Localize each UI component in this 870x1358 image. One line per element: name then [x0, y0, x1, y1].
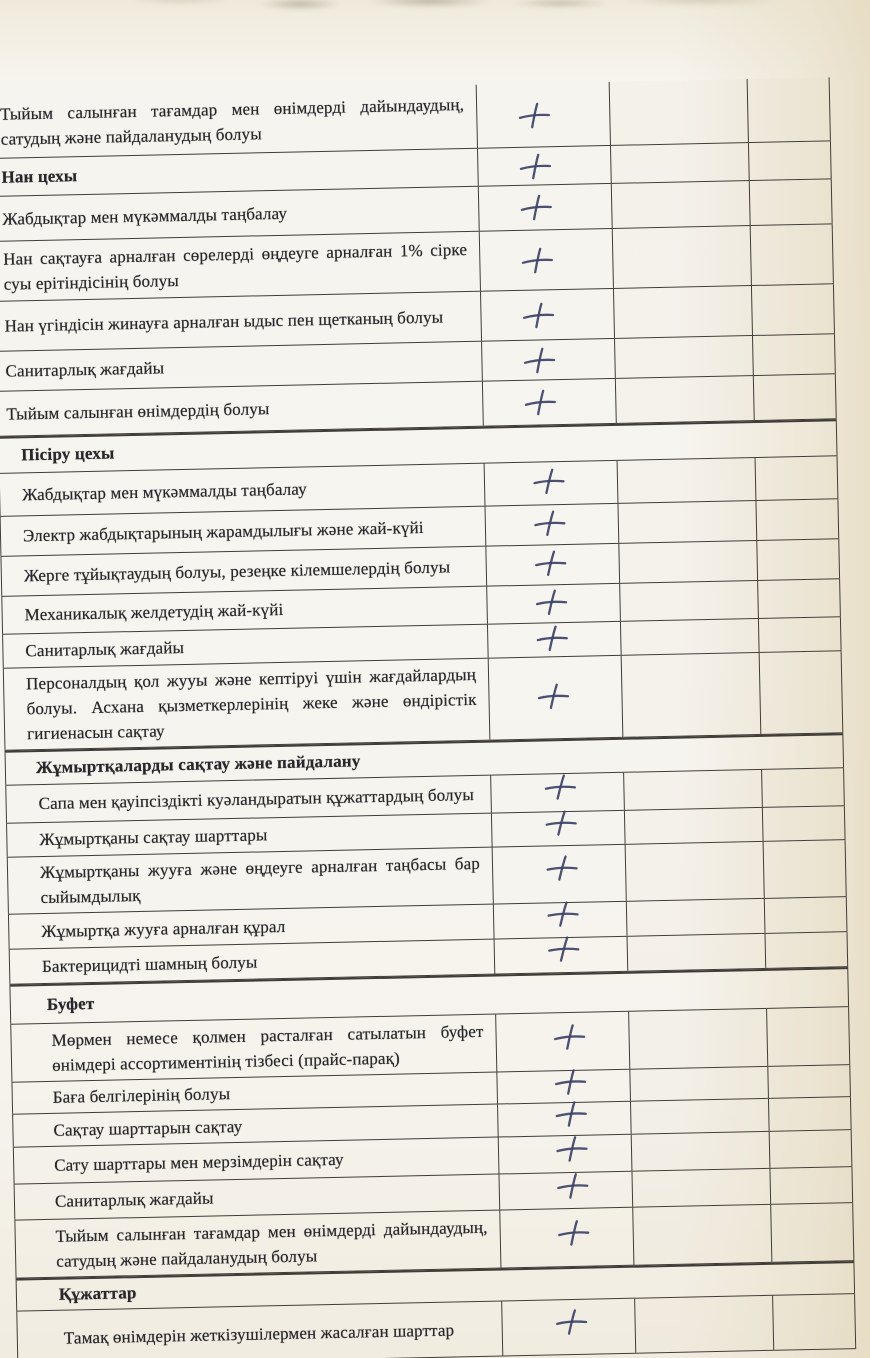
check-cell — [501, 1299, 635, 1356]
empty-cell — [756, 539, 840, 580]
empty-cell — [761, 768, 845, 807]
plus-mark-icon — [551, 1021, 588, 1052]
check-cell — [492, 845, 626, 904]
empty-cell — [631, 1169, 770, 1207]
row-label: Жұмыртқаны сақтау шарттары — [6, 814, 492, 857]
row-label: Мөрмен немесе қолмен расталған сатылатын буфет өнімдері ассортиментінің тізбесі (прайс-парақ) — [10, 1015, 496, 1082]
empty-cell — [765, 932, 849, 968]
row-label: Нан сақтауға арналған сөрелерді өңдеуге арналған 1% сірке суы ерітіндісінің болуы — [0, 232, 480, 301]
row-label: Сақтау шарттарын сақтау — [12, 1105, 498, 1147]
empty-cell — [753, 374, 837, 420]
row-label: Санитарлық жағдайы — [14, 1175, 500, 1220]
empty-cell — [621, 653, 761, 737]
row-label: Электр жабдықтарының жарамдылығы және жай-күйі — [0, 507, 485, 556]
empty-cell — [769, 1130, 853, 1168]
plus-mark-icon — [517, 192, 555, 224]
check-cell — [487, 622, 621, 658]
empty-cell — [612, 226, 751, 288]
empty-cell — [762, 806, 846, 841]
check-cell — [493, 902, 627, 939]
empty-cell — [763, 840, 847, 898]
empty-cell — [631, 1132, 770, 1171]
section-label: Буфет — [9, 969, 849, 1024]
empty-cell — [755, 456, 839, 500]
check-cell — [488, 656, 623, 740]
row-label: Тыйым салынған тағамдар мен өнімдерді дайындаудың, сатудың және пайдаланудың болуы — [14, 1211, 500, 1278]
empty-cell — [764, 897, 848, 933]
check-cell — [498, 1172, 632, 1210]
row-label: Тыйым салынған өнімдердің болуы — [0, 382, 483, 436]
check-cell — [485, 504, 619, 546]
empty-cell — [750, 224, 834, 285]
row-label: Жабдықтар мен мүкәммалды таңбалау — [0, 464, 484, 516]
plus-mark-icon — [542, 772, 578, 802]
row-label: Персоналдың қол жууы және кептіруі үшін жағдайлардың болуы. Асхана қызметкерлерінің жеке және өндірістік гигиенасын сақтау — [3, 659, 490, 750]
empty-cell — [620, 619, 759, 655]
empty-cell — [772, 1294, 856, 1350]
row-label: Нан үгіндісін жинауға арналған ыдыс пен щетканың болуы — [0, 292, 481, 351]
empty-cell — [751, 284, 835, 335]
empty-cell — [618, 541, 757, 583]
empty-cell — [766, 1007, 850, 1066]
plus-mark-icon — [553, 1307, 590, 1338]
check-cell — [494, 937, 628, 974]
empty-cell — [767, 1065, 851, 1098]
plus-mark-icon — [519, 244, 557, 276]
row-label: Тыйым салынған тағамдар мен өнімдерді дайындаудың, сатудың және пайдаланудың болуы — [0, 85, 477, 158]
empty-cell — [627, 934, 766, 971]
empty-cell — [624, 808, 763, 844]
check-cell — [491, 811, 625, 847]
plus-mark-icon — [553, 1098, 590, 1129]
row-label: Нан цехы — [0, 149, 478, 196]
plus-mark-icon — [552, 1066, 589, 1097]
row-label: Жұмыртқаны жууға және өңдеуге арналған таңбасы бар сыйымдылық — [7, 848, 493, 914]
row-label: Жерге тұйықтаудың болуы, резеңке кілемшелердің болуы — [0, 547, 486, 596]
check-cell — [477, 146, 611, 186]
empty-cell — [628, 1009, 767, 1069]
plus-mark-icon — [531, 466, 568, 497]
empty-cell — [632, 1205, 771, 1265]
empty-cell — [626, 899, 765, 936]
plus-mark-icon — [522, 387, 560, 419]
plus-mark-icon — [520, 299, 558, 331]
check-cell — [499, 1208, 633, 1268]
row-label: Санитарлық жағдайы — [2, 625, 488, 668]
section-label: Пісіру цехы — [0, 421, 838, 473]
row-label: Механикалық желдетудің жай-күйі — [1, 587, 487, 634]
check-cell — [495, 1012, 629, 1072]
plus-mark-icon — [554, 1170, 591, 1201]
plus-mark-icon — [532, 507, 569, 538]
check-cell — [482, 379, 616, 426]
row-label: Баға белгілерінің болуы — [11, 1073, 497, 1114]
check-cell — [479, 229, 613, 291]
check-cell — [498, 1135, 632, 1174]
empty-cell — [617, 458, 756, 503]
empty-cell — [769, 1167, 853, 1204]
empty-cell — [629, 1067, 768, 1101]
row-label: Жабдықтар мен мүкәммалды таңбалау — [0, 187, 479, 241]
empty-cell — [611, 181, 750, 228]
empty-cell — [768, 1097, 852, 1131]
empty-cell — [747, 77, 831, 142]
empty-cell — [758, 617, 842, 652]
plus-mark-icon — [517, 150, 555, 182]
check-cell — [497, 1102, 631, 1137]
empty-cell — [623, 770, 762, 810]
check-cell — [490, 773, 624, 813]
plus-mark-icon — [546, 934, 582, 964]
plus-mark-icon — [555, 1217, 592, 1248]
check-cell — [476, 82, 610, 148]
plus-mark-icon — [545, 899, 581, 929]
row-label: Жұмыртқа жууға арналған құрал — [8, 905, 494, 949]
plus-mark-icon — [533, 586, 570, 617]
check-cell — [486, 584, 620, 624]
empty-cell — [634, 1296, 773, 1353]
empty-cell — [752, 334, 836, 375]
empty-cell — [757, 579, 841, 618]
plus-mark-icon — [516, 99, 554, 131]
empty-cell — [625, 842, 764, 901]
section-label: Жұмыртқаларды сақтау және пайдалану — [5, 735, 844, 785]
empty-cell — [613, 286, 752, 338]
empty-cell — [759, 651, 844, 734]
check-cell — [484, 461, 618, 506]
inspection-table — [0, 77, 856, 1358]
check-cell — [478, 184, 612, 231]
plus-mark-icon — [535, 680, 572, 711]
empty-cell — [614, 336, 753, 378]
check-cell — [480, 289, 614, 341]
row-label: Тамақ өнімдерін жеткізушілермен жасалған шарттар — [16, 1302, 502, 1358]
plus-mark-icon — [521, 344, 559, 376]
empty-cell — [630, 1099, 769, 1134]
check-cell — [485, 544, 619, 586]
scan-noise-top — [0, 0, 870, 16]
section-label: Құжаттар — [16, 1263, 855, 1311]
row-label: Сату шарттары мен мерзімдерін сақтау — [13, 1138, 499, 1184]
plus-mark-icon — [543, 808, 579, 838]
empty-cell — [617, 501, 756, 543]
empty-cell — [749, 179, 833, 225]
row-label: Санитарлық жағдайы — [0, 342, 482, 391]
empty-cell — [610, 143, 749, 183]
empty-cell — [609, 79, 748, 145]
plus-mark-icon — [544, 853, 580, 883]
empty-cell — [615, 376, 754, 423]
empty-cell — [755, 499, 839, 540]
row-label: Бактерицидті шамның болуы — [9, 940, 495, 984]
empty-cell — [619, 581, 758, 621]
plus-mark-icon — [532, 547, 569, 578]
row-label: Сапа мен қауіпсіздікті куәландыратын құжаттардың болуы — [5, 776, 491, 823]
plus-mark-icon — [553, 1133, 590, 1164]
plus-mark-icon — [534, 622, 571, 653]
check-cell — [481, 339, 615, 381]
empty-cell — [770, 1203, 854, 1262]
empty-cell — [748, 141, 832, 180]
